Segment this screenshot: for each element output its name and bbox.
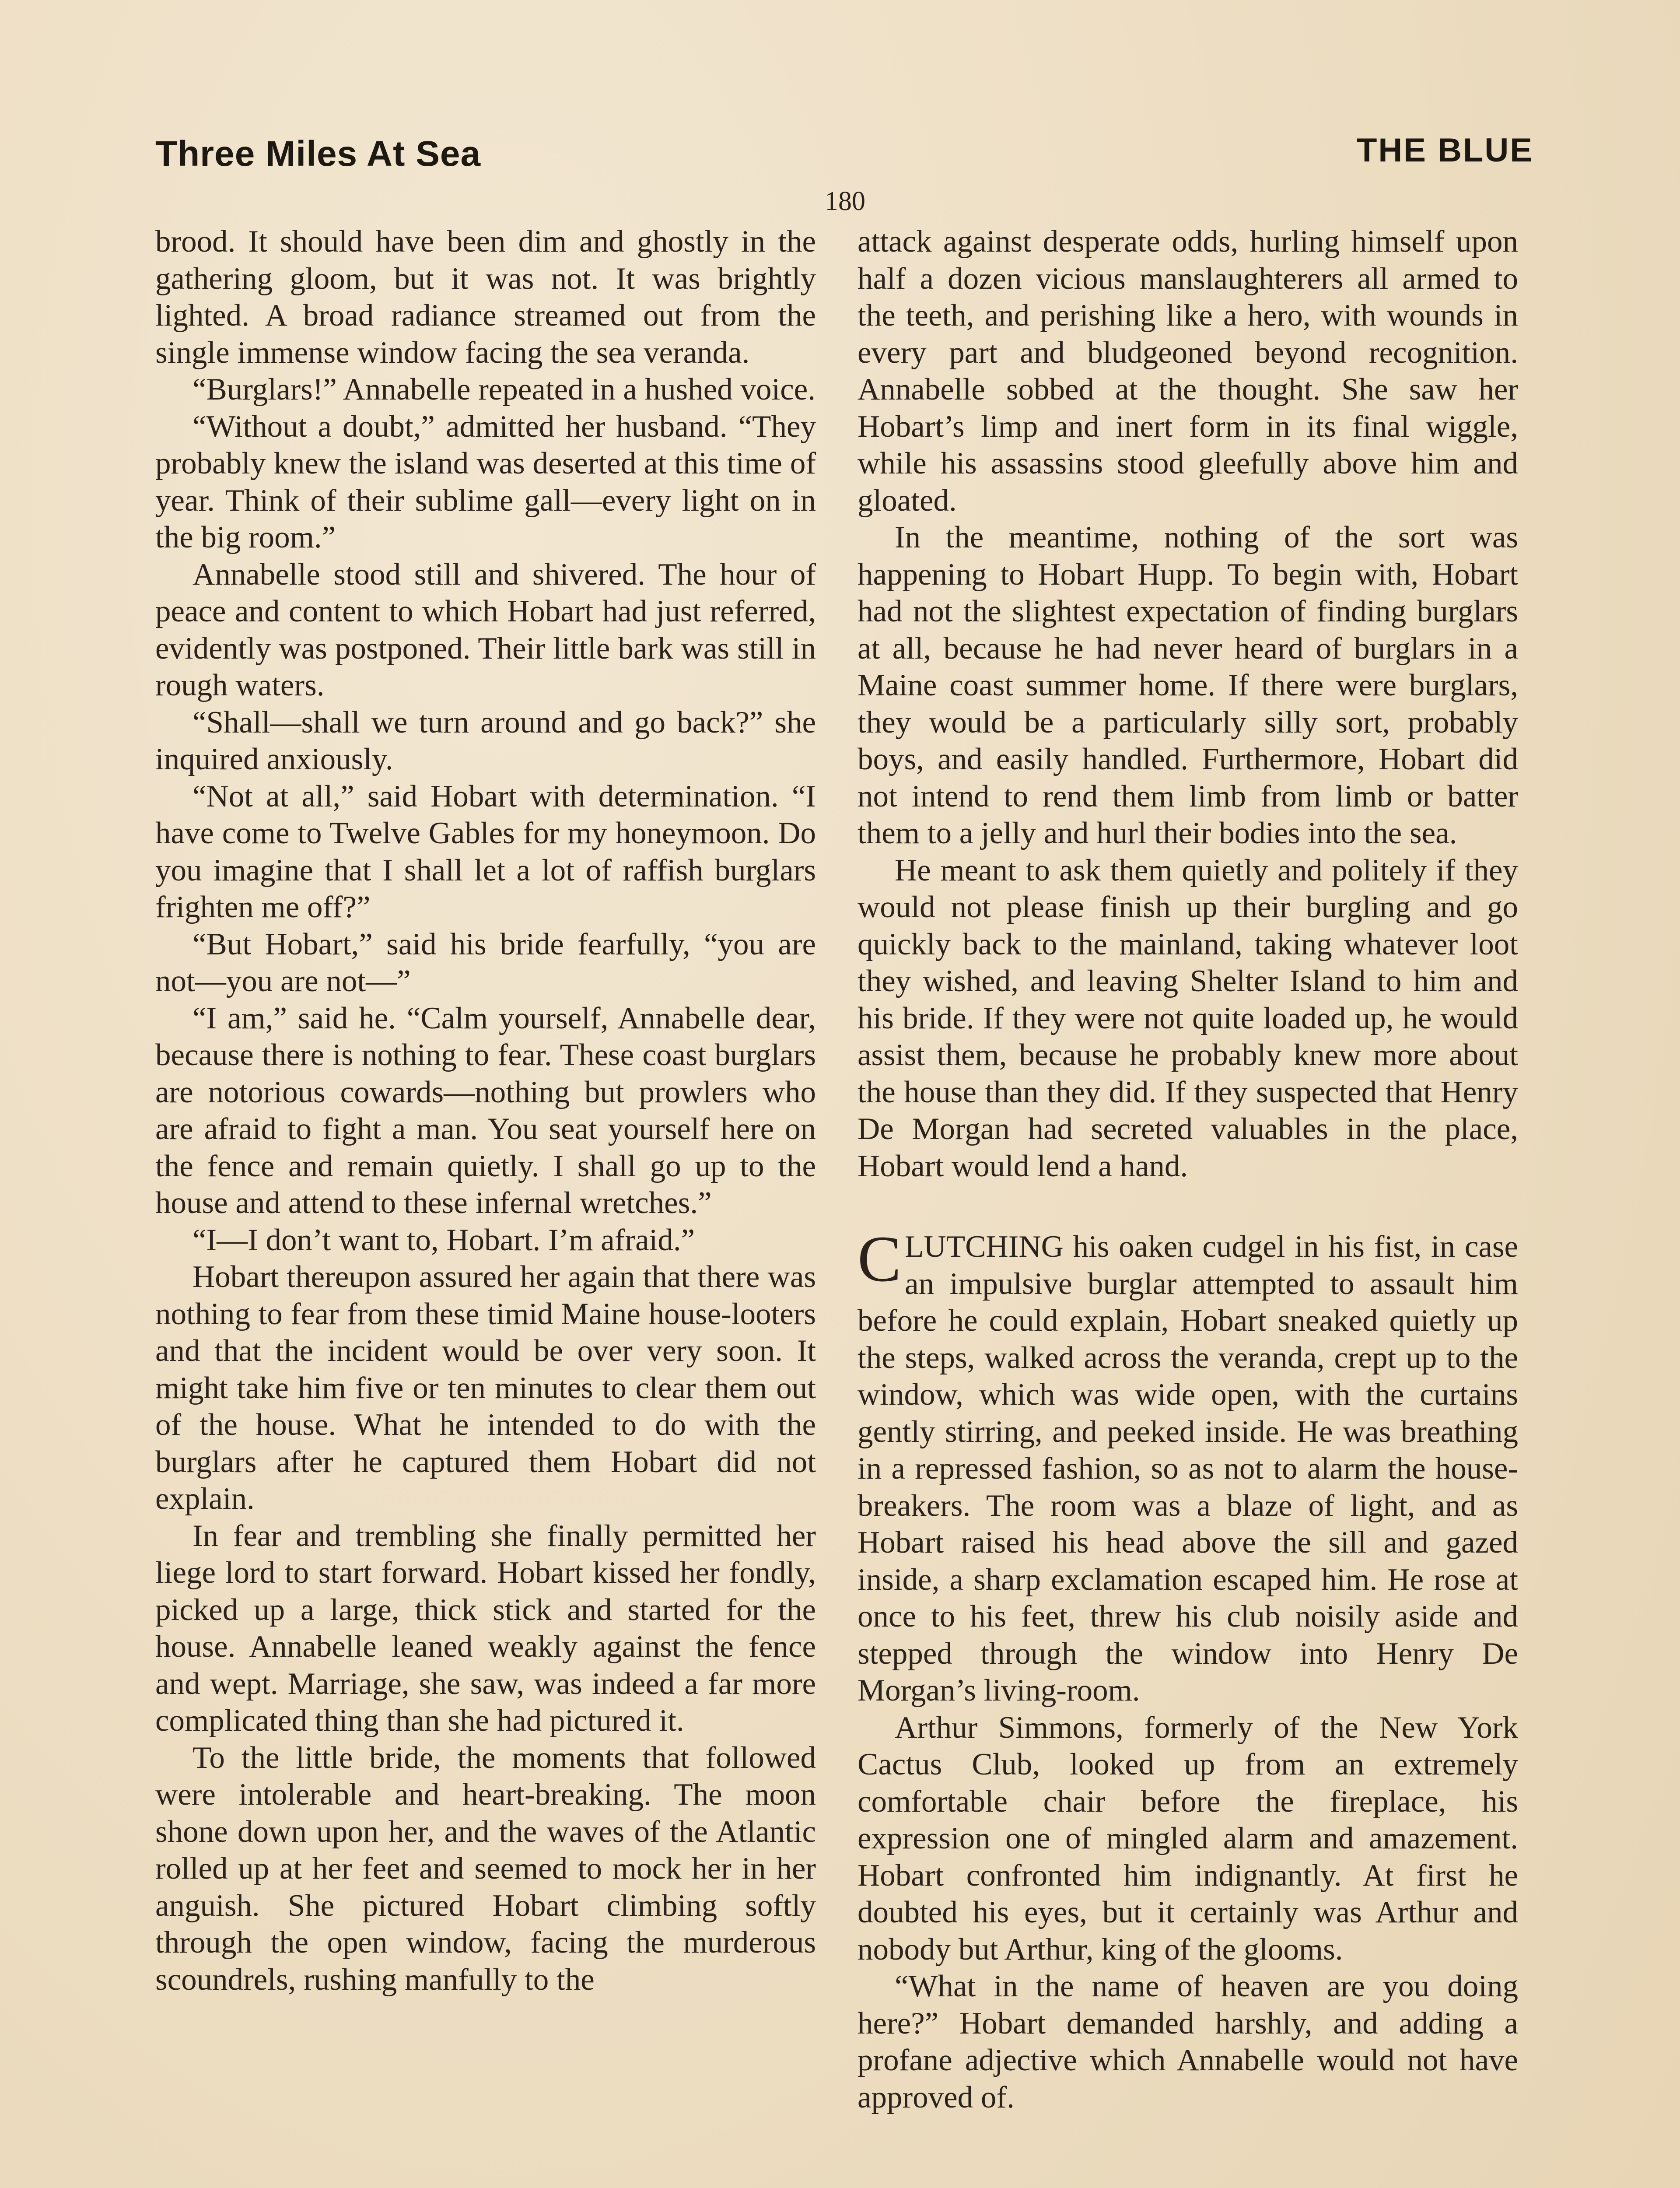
paragraph: “I—I don’t want to, Hobart. I’m afraid.” <box>192 1223 695 1257</box>
paragraph: “Not at all,” said Hobart with determination. “I have come to Twelve Gables for my honeymoon. Do you imagine that I shall let a lot of raffish burglars frighten me off?” <box>155 779 816 924</box>
magazine-title: THE BLUE <box>1357 132 1533 169</box>
paragraph: brood. It should have been dim and ghostly in the gathering gloom, but it was not. It was brightly lighted. A broad radiance streamed out from the single immense window facing the sea veranda. <box>155 224 816 370</box>
paragraph: Annabelle stood still and shivered. The hour of peace and content to which Hobart had just referred, evidently was postponed. Their little bark was still in rough waters. <box>155 557 816 702</box>
paragraph: He meant to ask them quietly and politely if they would not please finish up their burgling and go quickly back to the mainland, taking whatever loot they wished, and leaving Shelter Island to him and his bride. If they were not quite loaded up, he would assist them, because he probably knew more about the house than they did. If they suspected that Henry De Morgan had secreted valuables in the place, Hobart would lend a hand. <box>858 853 1518 1183</box>
paragraph: Arthur Simmons, formerly of the New York Cactus Club, looked up from an extremely comfortable chair before the fireplace, his expression one of mingled alarm and amazement. Hobart confronted him indignantly. At first he doubted his eyes, but it certainly was Arthur and nobody but Arthur, king of the glooms. <box>858 1710 1518 1967</box>
paragraph: “Shall—shall we turn around and go back?” she inquired anxiously. <box>155 705 816 776</box>
paragraph: In fear and trembling she finally permitted her liege lord to start forward. Hobart kissed her fondly, picked up a large, thick stick and started for the house. Annabelle leaned weakly against the fence and wept. Marriage, she saw, was indeed a far more complicated thing than she had pictured it. <box>155 1518 816 1738</box>
paragraph: “Burglars!” Annabelle repeated in a hushed voice. <box>192 372 816 407</box>
paragraph: “What in the name of heaven are you doing here?” Hobart demanded harshly, and adding a profane adjective which Annabelle would not have approved of. <box>858 1969 1518 2114</box>
paragraph: Hobart thereupon assured her again that there was nothing to fear from these timid Maine house-looters and that the incident would be over very soon. It might take him five or ten minutes to clear them out of the house. What he intended to do with the burglars after he captured them Hobart did not explain. <box>155 1260 816 1516</box>
drop-cap-paragraph <box>858 1223 1518 1709</box>
running-title: Three Miles At Sea <box>155 134 481 174</box>
drop-cap: C <box>858 1223 902 1295</box>
paragraph: attack against desperate odds, hurling himself upon half a dozen vicious manslaughterers all armed to the teeth, and perishing like a hero, with wounds in every part and bludgeoned beyond recognition. Annabelle sobbed at the thought. She saw her Hobart’s limp and inert form in its final wiggle, while his assassins stood gleefully above him and gloated. <box>858 224 1518 518</box>
drop-cap-paragraph-text: LUTCHING his oaken cudgel in his fist, in case an impulsive burglar attempted to assault him before he could explain, Hobart sneaked quietly up the steps, walked across the veranda, crept up to the window, which was wide open, with the curtains gently stirring, and peeked inside. He was breathing in a repressed fashion, so as not to alarm the house-breakers. The room was a blaze of light, and as Hobart raised his head above the sill and gazed inside, a sharp exclamation escaped him. He rose at once to his feet, threw his club noisily aside and stepped through the window into Henry De Morgan’s living-room. <box>858 1230 1518 1708</box>
page-number: 180 <box>825 186 865 216</box>
paragraph: To the little bride, the moments that followed were intolerable and heart-breaking. The moon shone down upon her, and the waves of the Atlantic rolled up at her feet and seemed to mock her in her anguish. She pictured Hobart climbing softly through the open window, facing the murderous scoundrels, rushing manfully to the <box>155 1740 816 1997</box>
paragraph: “Without a doubt,” admitted her husband. “They probably knew the island was deserted at this time of year. Think of their sublime gall—every light on in the big room.” <box>155 409 816 554</box>
left-column <box>155 223 816 1998</box>
section-break <box>858 1185 1518 1228</box>
paragraph: “But Hobart,” said his bride fearfully, “you are not—you are not—” <box>155 927 816 998</box>
right-column <box>858 223 1518 2116</box>
paragraph: In the meantime, nothing of the sort was happening to Hobart Hupp. To begin with, Hobart had not the slightest expectation of finding burglars at all, because he had never heard of burglars in a Maine coast summer home. If there were burglars, they would be a particularly silly sort, probably boys, and easily handled. Furthermore, Hobart did not intend to rend them limb from limb or batter them to a jelly and hurl their bodies into the sea. <box>858 520 1518 850</box>
paragraph: “I am,” said he. “Calm yourself, Annabelle dear, because there is nothing to fear. These coast burglars are notorious cowards—nothing but prowlers who are afraid to fight a man. You seat yourself here on the fence and remain quietly. I shall go up to the house and attend to these infernal wretches.” <box>155 1001 816 1220</box>
